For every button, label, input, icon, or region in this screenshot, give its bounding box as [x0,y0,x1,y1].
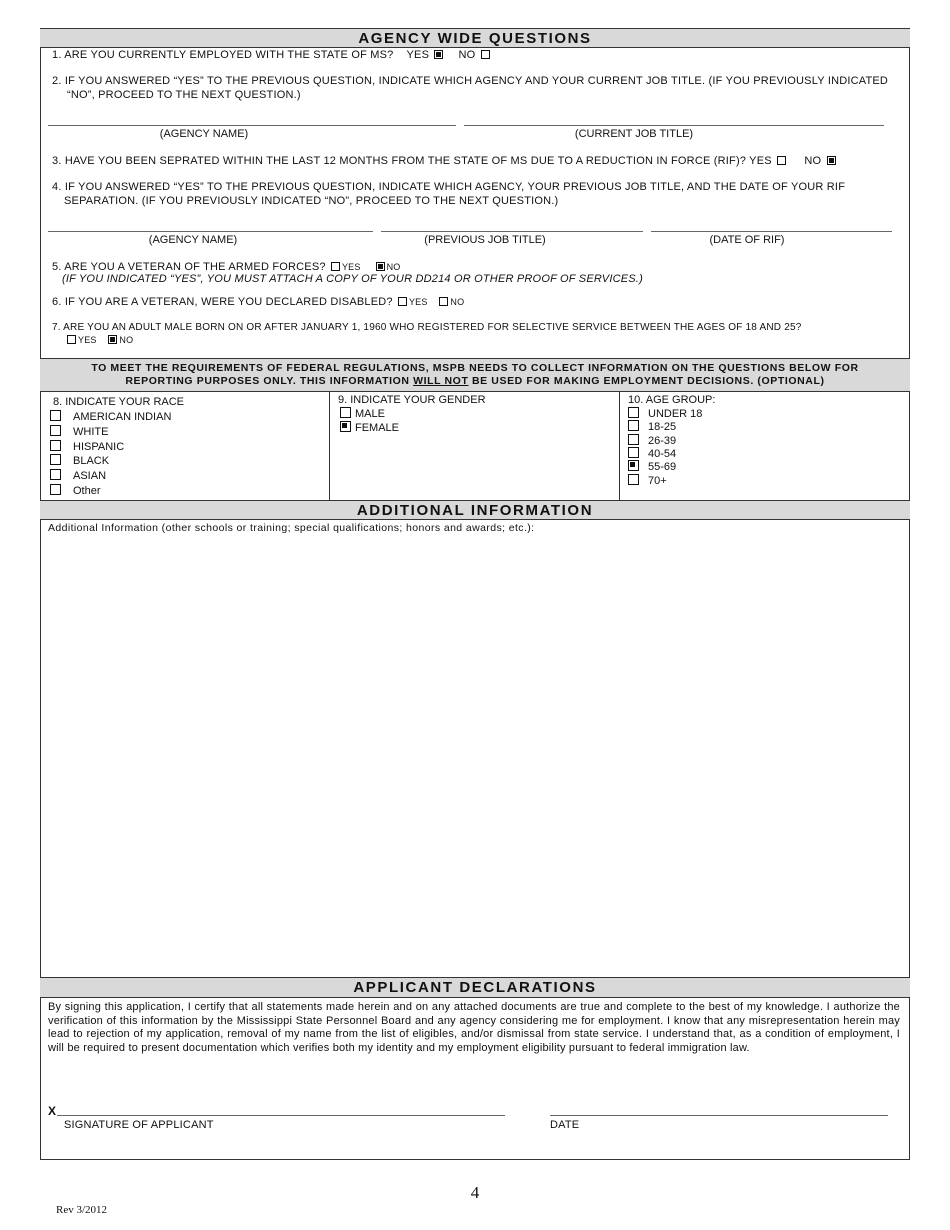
age-option[interactable] [626,407,702,420]
signature-field[interactable] [57,1115,505,1116]
q4-date-caption: (DATE OF RIF) [709,234,785,246]
question-6 [52,296,464,308]
age-label: 55-69 [648,461,677,474]
race-option[interactable] [48,469,106,482]
age-checkbox[interactable] [628,460,639,471]
race-option[interactable] [48,425,108,438]
age-label: 70+ [648,474,667,487]
age-checkbox[interactable] [628,420,639,431]
question-4-line2: SEPARATION. (IF YOU PREVIOUSLY INDICATED “NO”, PROCEED TO THE NEXT QUESTION.) [64,195,559,207]
q7-yes-label: YES [78,335,97,345]
question-2-line2: “NO”, PROCEED TO THE NEXT QUESTION.) [67,89,301,101]
q4-title-caption: (PREVIOUS JOB TITLE) [424,234,546,246]
revision-label: Rev 3/2012 [56,1204,108,1216]
question-6-text: 6. IF YOU ARE A VETERAN, WERE YOU DECLARED DISABLED? [52,296,393,308]
q2-agency-caption: (AGENCY NAME) [159,128,249,140]
additional-info-textarea[interactable] [44,538,904,974]
age-label: 18-25 [648,421,677,434]
q6-yes-checkbox[interactable] [398,297,407,306]
signature-caption: SIGNATURE OF APPLICANT [64,1119,214,1131]
race-option[interactable] [48,484,101,497]
question-7-text: 7. ARE YOU AN ADULT MALE BORN ON OR AFTER JANUARY 1, 1960 WHO REGISTERED FOR SELECTIVE SERVICE BETWEEN THE AGES OF 18 AND 25? [52,322,802,333]
gender-option[interactable] [338,407,385,420]
race-label: WHITE [73,425,109,438]
question-3-text: 3. HAVE YOU BEEN SEPRATED WITHIN THE LAST 12 MONTHS FROM THE STATE OF MS DUE TO A REDUCTION IN FORCE (RIF)? YES [52,155,772,167]
q3-yes-checkbox[interactable] [777,156,786,165]
declaration-text: By signing this application, I certify that all statements made herein and on any attached documents are true and complete to the best of my knowledge. I authorize the verification of this information by the Mississippi State Personnel Board and any agency considering me for employment. I know that any misrepresentation herein may lead to rejection of my application, removal of my name from the list of eligibles, and/or dismissal from state service. I understand that, as a condition of employment, I will be required to present documentation which verifies both my identity and my employment eligibility pursuant to federal immigration law. [48,1001,900,1054]
gender-label: MALE [355,408,385,420]
section-header-declarations: APPLICANT DECLARATIONS [40,977,910,998]
gender-title: 9. INDICATE YOUR GENDER [338,394,486,406]
race-checkbox[interactable] [50,484,61,495]
race-option[interactable] [48,440,124,453]
section-header-agency: AGENCY WIDE QUESTIONS [40,28,910,48]
q6-no-label: NO [450,297,465,307]
federal-notice-line2 [40,375,910,388]
q5-yes-label: YES [341,262,361,272]
race-option[interactable] [48,410,171,423]
q2-agency-field[interactable] [48,125,456,126]
question-5-note: (IF YOU INDICATED “YES”, YOU MUST ATTACH A COPY OF YOUR DD214 OR OTHER PROOF OF SERVICES.) [62,273,643,285]
age-option[interactable] [626,474,667,487]
q5-yes-checkbox[interactable] [331,262,340,271]
q1-yes-label: YES [406,49,430,61]
age-option[interactable] [626,434,676,447]
gender-checkbox[interactable] [340,407,351,418]
column-divider-1 [329,392,330,500]
race-label: Other [73,485,101,497]
question-4-line1: 4. IF YOU ANSWERED “YES” TO THE PREVIOUS QUESTION, INDICATE WHICH AGENCY, YOUR PREVIOUS JOB TITLE, AND THE DATE OF YOUR RIF [52,181,846,193]
age-checkbox[interactable] [628,474,639,485]
race-title: 8. INDICATE YOUR RACE [53,396,185,408]
federal-notice-line1: TO MEET THE REQUIREMENTS OF FEDERAL REGULATIONS, MSPB NEEDS TO COLLECT INFORMATION ON THE QUESTIONS BELOW FOR [91,362,859,374]
q1-no-checkbox[interactable] [481,50,490,59]
q7-no-checkbox[interactable] [108,335,117,344]
q5-no-label: NO [386,262,401,272]
question-3 [52,155,838,167]
age-option[interactable] [626,447,676,460]
q1-no-label: NO [458,49,476,61]
gender-checkbox[interactable] [340,421,351,432]
federal-notice-line2-end: BE USED FOR MAKING EMPLOYMENT DECISIONS. (OPTIONAL) [468,375,825,387]
q1-yes-checkbox[interactable] [434,50,443,59]
question-1 [52,49,492,61]
race-checkbox[interactable] [50,469,61,480]
date-caption: DATE [550,1119,580,1131]
race-checkbox[interactable] [50,440,61,451]
federal-notice-line2-start: REPORTING PURPOSES ONLY. THIS INFORMATION [125,375,414,387]
age-label: 40-54 [648,447,677,460]
date-field[interactable] [550,1115,888,1116]
race-label: AMERICAN INDIAN [73,411,172,423]
gender-option[interactable] [338,421,399,434]
race-option[interactable] [48,454,109,467]
q6-yes-label: YES [408,297,428,307]
race-label: ASIAN [73,470,107,483]
race-label: HISPANIC [73,440,125,453]
additional-info-label: Additional Information (other schools or training; special qualifications; honors and awards; etc.): [48,522,535,534]
section-header-additional: ADDITIONAL INFORMATION [40,500,910,520]
race-checkbox[interactable] [50,410,61,421]
question-7-answers [65,334,133,346]
question-2-line1: 2. IF YOU ANSWERED “YES” TO THE PREVIOUS QUESTION, INDICATE WHICH AGENCY AND YOUR CURRENT JOB TITLE. (IF YOU PREVIOUSLY INDICATED [52,75,889,87]
age-checkbox[interactable] [628,434,639,445]
federal-notice-will-not: WILL NOT [413,375,469,387]
q3-no-checkbox[interactable] [827,156,836,165]
q2-job-title-field[interactable] [464,125,884,126]
q2-title-caption: (CURRENT JOB TITLE) [574,128,694,140]
q6-no-checkbox[interactable] [439,297,448,306]
q3-no-label: NO [804,155,822,167]
federal-notice [40,358,910,392]
age-label: 26-39 [648,434,677,447]
age-option[interactable] [626,460,676,473]
question-5 [52,261,401,273]
q7-no-label: NO [119,335,134,345]
column-divider-2 [619,392,620,500]
signature-x: X [48,1104,57,1118]
q4-date-field[interactable] [651,231,892,232]
age-option[interactable] [626,420,676,433]
race-checkbox[interactable] [50,425,61,436]
q5-no-checkbox[interactable] [376,262,385,271]
question-1-text: 1. ARE YOU CURRENTLY EMPLOYED WITH THE STATE OF MS? [52,49,394,61]
gender-label: FEMALE [355,421,400,434]
age-checkbox[interactable] [628,407,639,418]
question-5-text: 5. ARE YOU A VETERAN OF THE ARMED FORCES? [52,261,326,273]
age-checkbox[interactable] [628,447,639,458]
q4-agency-field[interactable] [48,231,373,232]
page-number: 4 [470,1183,480,1202]
age-label: UNDER 18 [648,408,703,420]
age-title: 10. AGE GROUP: [628,394,716,406]
q4-job-title-field[interactable] [381,231,643,232]
q7-yes-checkbox[interactable] [67,335,76,344]
race-label: BLACK [73,455,110,468]
q4-agency-caption: (AGENCY NAME) [148,234,238,246]
race-checkbox[interactable] [50,454,61,465]
